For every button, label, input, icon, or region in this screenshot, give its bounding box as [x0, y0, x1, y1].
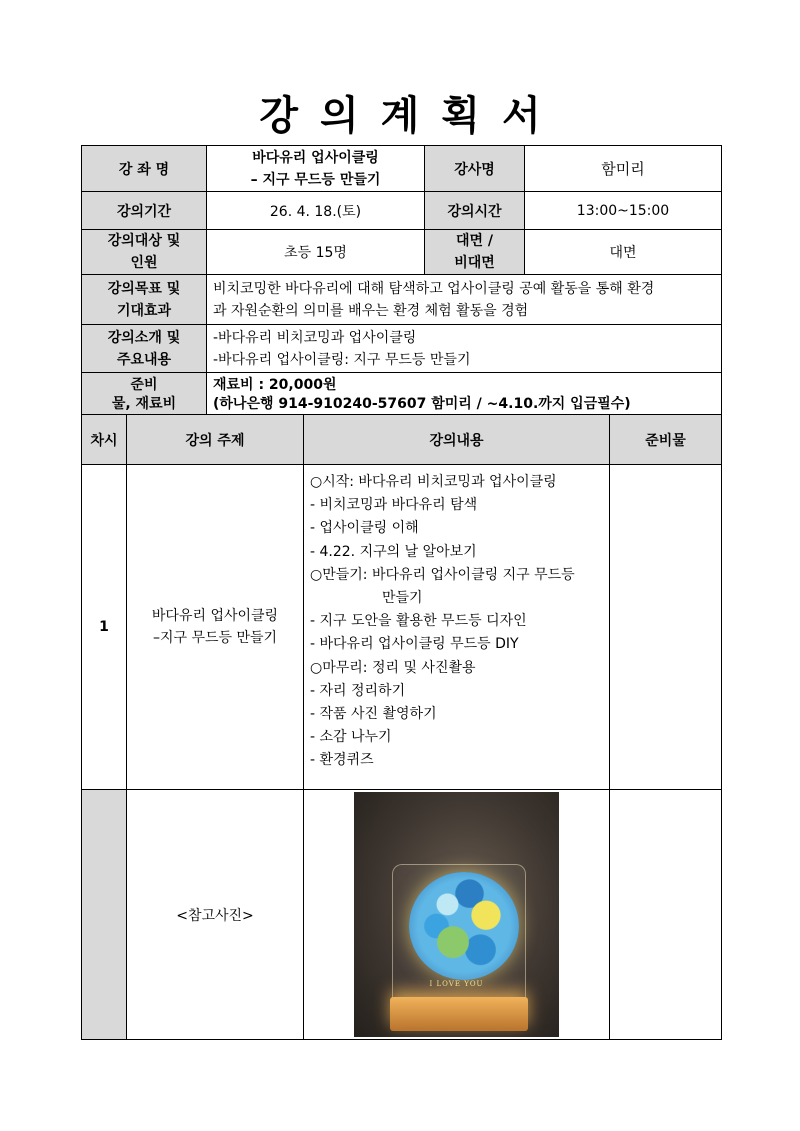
header-supplies: 준비물 [610, 415, 722, 465]
materials-label-line2: 물, 재료비 [111, 396, 177, 412]
time-label: 강의시간 [425, 192, 525, 230]
sea-glass-globe [409, 872, 519, 980]
session-number: 1 [82, 465, 127, 790]
goal-label [82, 275, 207, 325]
content-line: ○시작: 바다유리 비치코밍과 업사이클링 [310, 474, 557, 490]
mood-lamp-photo [354, 792, 559, 1037]
content-line: - 비치코밍과 바다유리 탐색 [310, 497, 478, 514]
materials-line2: (하나은행 914-910240-57607 함미리 / ~4.10.까지 입금필수) [213, 396, 631, 412]
course-intro [207, 325, 722, 373]
course-info-table [81, 145, 722, 418]
goal-label-line1: 강의목표 및 [107, 280, 181, 297]
content-line: - 바다유리 업사이클링 무드등 DIY [310, 636, 519, 653]
reference-photo-cell [304, 790, 610, 1040]
goal-line1: 비치코밍한 바다유리에 대해 탐색하고 업사이클링 공예 활동을 통해 환경 [213, 280, 655, 297]
content-line: - 4.22. 지구의 날 알아보기 [310, 543, 477, 560]
topic-line1: 바다유리 업사이클링 [151, 608, 279, 624]
session-topic [127, 465, 304, 790]
intro-line2: -바다유리 업사이클링: 지구 무드등 만들기 [213, 351, 471, 368]
header-topic: 강의 주제 [127, 415, 304, 465]
course-name [207, 146, 425, 192]
content-line: - 자리 정리하기 [310, 682, 406, 699]
materials-label [82, 373, 207, 418]
course-mode: 대면 [525, 230, 722, 275]
instructor-name: 함미리 [525, 146, 722, 192]
course-time: 13:00~15:00 [525, 192, 722, 230]
topic-line2: –지구 무드등 만들기 [152, 630, 278, 646]
mode-label-line2: 비대면 [454, 255, 495, 271]
photo-row-supplies [610, 790, 722, 1040]
content-line: - 환경퀴즈 [310, 752, 374, 769]
content-line: - 소감 나누기 [310, 729, 392, 746]
instructor-label: 강사명 [425, 146, 525, 192]
course-name-line2: – 지구 무드등 만들기 [250, 171, 381, 188]
schedule-table [81, 414, 722, 1040]
target-label [82, 230, 207, 275]
target-label-line2: 인원 [130, 255, 158, 271]
materials-label-line1: 준비 [130, 377, 158, 393]
intro-label-line2: 주요내용 [116, 351, 172, 368]
photo-caption: I LOVE YOU [429, 980, 484, 988]
content-line: ○만들기: 바다유리 업사이클링 지구 무드등 [310, 566, 575, 583]
course-materials [207, 373, 722, 418]
course-name-line1: 바다유리 업사이클링 [252, 149, 379, 166]
session-supplies [610, 465, 722, 790]
materials-line1: 재료비 : 20,000원 [213, 377, 337, 393]
target-label-line1: 강의대상 및 [107, 233, 181, 249]
content-line: ○마무리: 정리 및 사진촬용 [310, 659, 476, 676]
course-target: 초등 15명 [207, 230, 425, 275]
mode-label-line1: 대면 / [455, 233, 494, 249]
goal-label-line2: 기대효과 [116, 302, 172, 319]
content-line: 만들기 [382, 590, 423, 607]
course-name-label: 강 좌 명 [82, 146, 207, 192]
intro-line1: -바다유리 비치코밍과 업사이클링 [213, 329, 417, 346]
intro-label-line1: 강의소개 및 [107, 329, 181, 346]
goal-line2: 과 자원순환의 의미를 배우는 환경 체험 활동을 경험 [213, 302, 529, 319]
content-line: - 업사이클링 이해 [310, 520, 419, 537]
period-label: 강의기간 [82, 192, 207, 230]
content-line: - 작품 사진 촬영하기 [310, 706, 437, 723]
reference-photo-label: <참고사진> [127, 790, 304, 1040]
course-goal [207, 275, 722, 325]
document-title: 강의계획서 [259, 93, 563, 139]
header-session: 차시 [82, 415, 127, 465]
header-content: 강의내용 [304, 415, 610, 465]
session-content [304, 465, 610, 790]
intro-label [82, 325, 207, 373]
course-period: 26. 4. 18.(토) [207, 192, 425, 230]
photo-row-session [82, 790, 127, 1040]
content-line: - 지구 도안을 활용한 무드등 디자인 [310, 613, 527, 630]
wooden-lamp-base [390, 997, 528, 1031]
mode-label [425, 230, 525, 275]
